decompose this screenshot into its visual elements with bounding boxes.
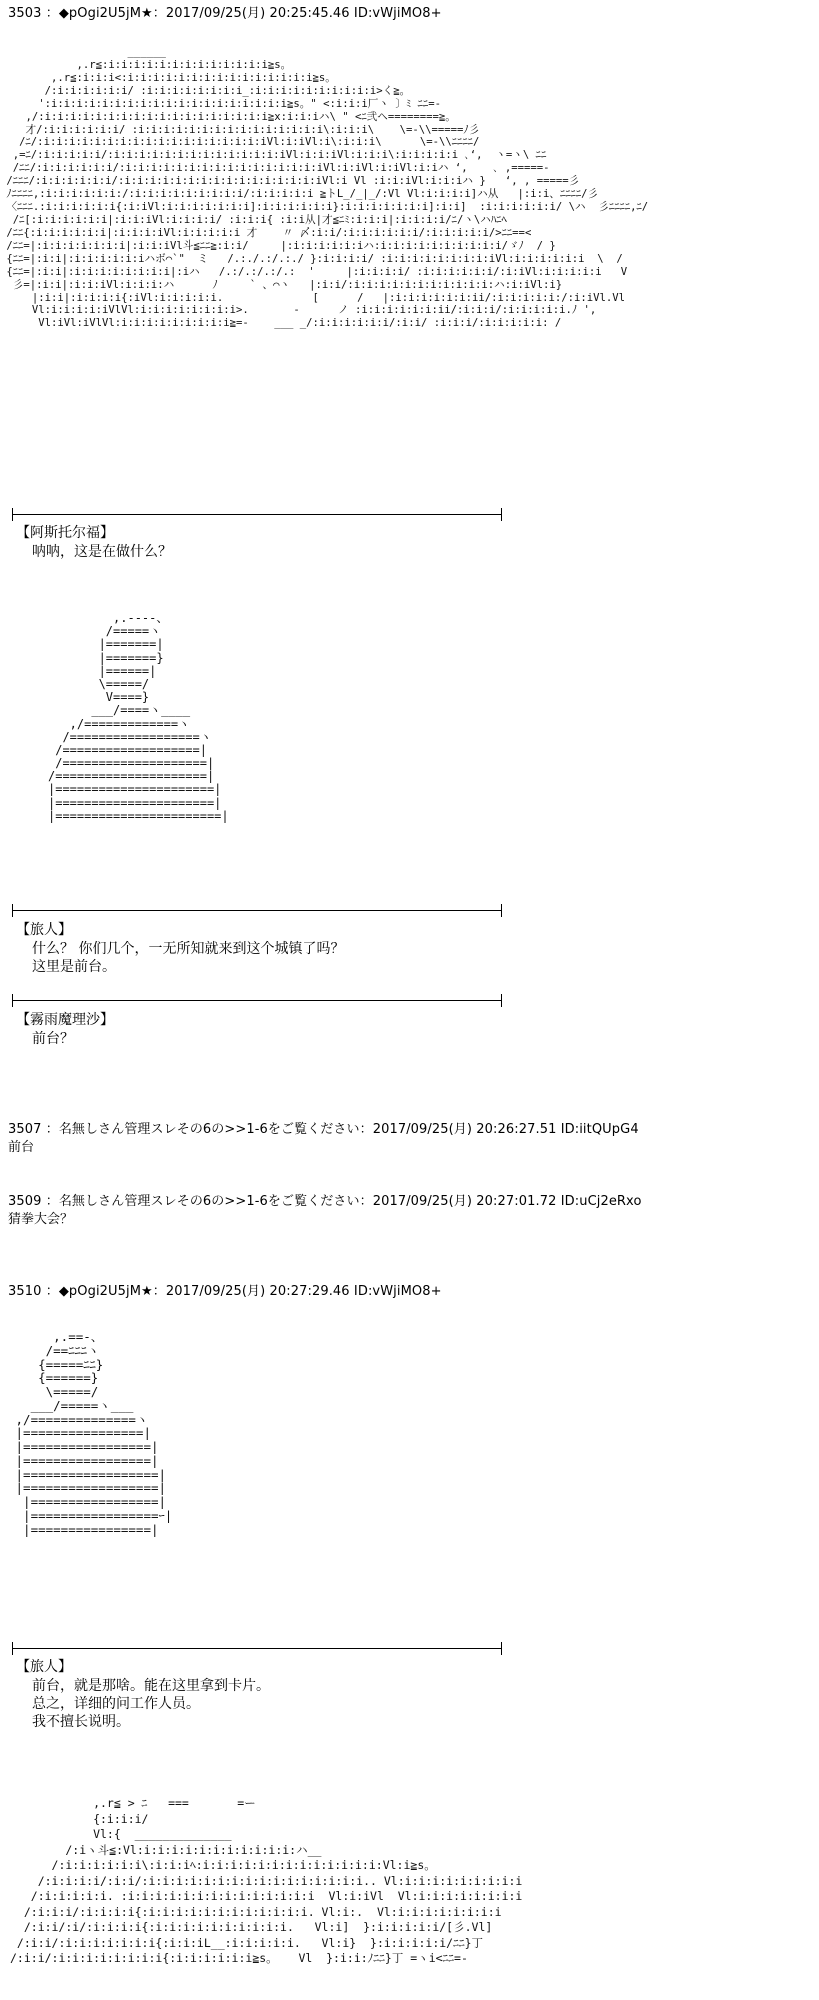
post-header: 3503 ：◆pOgi2U5jM★：2017/09/25(月) 20:25:45.46 ID:vWjiMO8+	[8, 6, 442, 21]
dialogue-line: 什么？ 你们几个，一无所知就来到这个城镇了吗？	[32, 941, 345, 957]
speaker-name: 【霧雨魔理沙】	[16, 1012, 114, 1028]
dialogue-line: 前台？	[32, 1031, 74, 1047]
traveler-ascii-art: ,.==-、 /==ﾆﾆﾆヽ {=====ﾆﾆ} {======} \=====/ ___/=====ヽ___ ,/==============ヽ |================| |=================| |=================| |==================| |==================| |=================| |=================ｰ| |================|	[15, 1329, 173, 1537]
dialogue-divider	[12, 1648, 502, 1649]
dialogue-line: 前台，就是那啥。能在这里拿到卡片。	[32, 1678, 270, 1694]
dialogue-divider	[12, 1000, 502, 1001]
astolfo-ascii-art: ______ ,.r≦:i:i:i:i:i:i:i:i:i:i:i:i:i≧s。 ,.r≦:i:i:i<:i:i:i:i:i:i:i:i:i:i:i:i:i:i:i≧s。 /:i:i:i:i:i:i/ :i:i:i:i:i:i:i:i_:i:i:i:i:i:i:i:i:i:i>く≧。 ':i:i:i:i:i:i:i:i:i:i:i:i:i:i:i:i:i:i:i≧s。" <:i:i:i厂ヽ 〕ﾐ ﾆﾆ=- ,/:i:i:i:i:i:i:i:i:i:i:i:i:i:i:i:i:i:i≧x:i:i:iハ\ " <ﾆ弐ヘ========≧。 才/:i:i:i:i:i:i/ :i:i:i:i:i:i:i:i:i:i:i:i:i:i:i\:i:i:i\ \=-\\=====ﾉ彡 /ﾆ/:i:i:i:i:i:i:i:i:i:i:i:i:i:i:i:i:i:iVl:i:iVl:i\:i:i:i\ \=-\\ﾆﾆﾆﾆ/ ,=ﾆ/:i:i:i:i:i/:i:i:i:i:i:i:i:i:i:i:i:i:i:iVl:i:i:iVl:i:i:i\:i:i:i:i:i ､‘, ヽ=ヽ\ ﾆﾆ /ﾆﾆ/:i:i:i:i:i:i/:i:i:i:i:i:i:i:i:i:i:i:i:i:i:i:iVl:i:iVl:i:iVl:i:iハ ‘, ､ ,=====- /ﾆﾆﾆ/:i:i:i:i:i:i/:i:i:i:i:i:i:i:i:i:i:i:i:i:i:i:iVl:i Vl :i:i:iVl:i:i:iハ } ‘, , =====彡 ﾉﾆﾆﾆﾆ,:i:i:i:i:i:i:/:i:i:i:i:i:i:i:i:i/:i:i:i:i:i ≧トL_/_|_/:Vl Vl:i:i:i:i]ハ从 |:i:i、ﾆﾆﾆﾆ/彡 〈ﾆﾆﾆ.:i:i:i:i:i:i{:i:iVl:i:i:i:i:i:i:i]:i:i:i:i:i:i}:i:i:i:i:i:i:i]:i:i] :i:i:i:i:i:i/ \ハ 彡ﾆﾆﾆﾆ,ﾆ/ /ﾆ[:i:i:i:i:i:i|:i:i:iVl:i:i:i:i/ :i:i:i{ :i:i从|才≦ﾆﾐ:i:i:i|:i:i:i:i/ﾆ/ヽ\ハﾊﾆﾍ /ﾆﾆ{:i:i:i:i:i:i|:i:i:i:iVl:i:i:i:i:i 才 〃 〆:i:i/:i:i:i:i:i:i/:i:i:i:i:i/>ﾆﾆ==< /ﾆﾆ=|:i:i:i:i:i:i:i|:i:i:iVl斗≦ﾆﾆ≧:i:i/ |:i:i:i:i:i:iハ:i:i:i:i:i:i:i:i:i:i/ゞﾉ / } {ﾆﾆ=|:i:i|:i:i:i:i:i:iハボ⌒`" ミ /.:./.:/.:./ }:i:i:i:i/ :i:i:i:i:i:i:i:i:iVl:i:i:i:i:i:i \ / {ﾆﾆ=|:i:i|:i:i:i:i:i:i:i:i|:iハ /.:/.:/.:/.: ' |:i:i:i:i/ :i:i:i:i:i:i/:i:iVl:i:i:i:i:i V 彡=|:i:i|:i:i:iVl:i:i:i:ハ ﾉ ` 、⌒ヽ |:i:i/:i:i:i:i:i:i:i:i:i:i:i:ハ:i:iVl:i} |:i:i|:i:i:i:i{:iVl:i:i:i:i:i. [ / |:i:i:i:i:i:i:ii/:i:i:i:i:i:/:i:iVl.Vl Vl:i:i:i:i:iVlVl:i:i:i:i:i:i:i:i>. - ノ :i:i:i:i:i:i:ii/:i:i:i/:i:i:i:i:i.ﾉ ', Vl:iVl:iVlVl:i:i:i:i:i:i:i:i:i≧=- ___ _/:i:i:i:i:i:i/:i:i/ :i:i:i/:i:i:i:i:i: /	[6, 46, 649, 330]
dialogue-line: 总之，详细的问工作人员。	[32, 1696, 200, 1712]
post-header: 3510 ：◆pOgi2U5jM★：2017/09/25(月) 20:27:29.46 ID:vWjiMO8+	[8, 1284, 442, 1299]
marisa-ascii-art: ,.r≦ > ﾆ === =ー {:i:i:i/ Vl:{ ______________ /:iヽ斗≦:Vl:i:i:i:i:i:i:i:i:i:i:i:ハ__ /:i:i:i:i:i:i\:i:i:iﾍ:i:i:i:i:i:i:i:i:i:i:i:i:i:Vl:i≧s。 /:i:i:i:i/:i:i/:i:i:i:i:i:i:i:i:i:i:i:i:i:i:i:i.. Vl:i:i:i:i:i:i:i:i:i /:i:i:i:i:i. :i:i:i:i:i:i:i:i:i:i:i:i:i:i Vl:i:iVl Vl:i:i:i:i:i:i:i:i /:i:i:i/:i:i:i:i{:i:i:i:i:i:i:i:i:i:i:i:i. Vl:i:. Vl:i:i:i:i:i:i:i:i /:i:i/:i/:i:i:i:i{:i:i:i:i:i:i:i:i:i:i. Vl:i] }:i:i:i:i:i/[彡.Vl] /:i:i/:i:i:i:i:i:i:i{:i:i:iL__:i:i:i:i:i. Vl:i} }:i:i:i:i:i/ﾆﾆ}丁 /:i:i/:i:i:i:i:i:i:i:i{:i:i:i:i:i:i≧s。 Vl }:i:i:ﾉﾆﾆ}丁 =ヽi<ﾆﾆ=-	[10, 1796, 523, 1966]
dialogue-divider	[12, 910, 502, 911]
post-header: 3509 ：名無しさん管理スレその6の>>1-6をご覧ください：2017/09/25(月) 20:27:01.72 ID:uCj2eRxo	[8, 1194, 642, 1209]
post-body: 前台	[8, 1140, 35, 1155]
speaker-name: 【阿斯托尔福】	[16, 525, 114, 541]
dialogue-line: 我不擅长说明。	[32, 1714, 130, 1730]
traveler-ascii-art: ,.----、 /=====ヽ |=======| |=======} |======| \=====/ V====} ___/====ヽ____ ,/=============ヽ /==================ヽ /===================| /====================| /=====================| |======================| |======================| |=======================|	[48, 611, 229, 823]
speaker-name: 【旅人】	[16, 922, 72, 938]
post-body: 猜拳大会？	[8, 1212, 74, 1227]
dialogue-line: 这里是前台。	[32, 959, 116, 975]
speaker-name: 【旅人】	[16, 1659, 72, 1675]
dialogue-divider	[12, 514, 502, 515]
post-header: 3507 ：名無しさん管理スレその6の>>1-6をご覧ください：2017/09/25(月) 20:26:27.51 ID:iitQUpG4	[8, 1122, 639, 1137]
dialogue-line: 呐呐，这是在做什么？	[32, 544, 172, 560]
